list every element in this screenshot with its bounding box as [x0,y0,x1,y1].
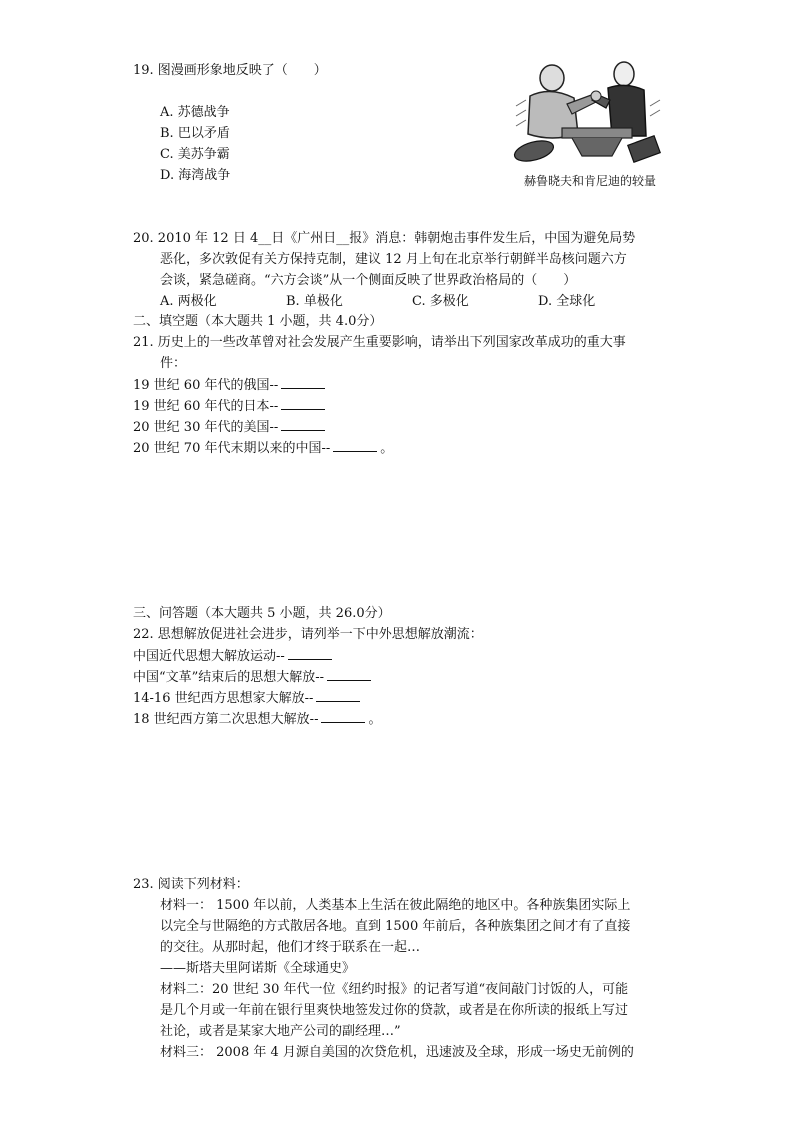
section2-heading: 二、填空题（本大题共 1 小题，共 4.0分） [133,314,383,329]
q21-item-2-label: 19 世纪 60 年代的日本-- [133,399,279,414]
answer-blank [316,689,360,702]
q22-item-3 [133,689,363,708]
q20-line2: 恶化，多次敦促有关方保持克制，建议 12 月上旬在北京举行朝鲜半岛核问题六方 [160,252,627,267]
q21-line1: 21. 历史上的一些改革曾对社会发展产生重要影响，请举出下列国家改革成功的重大事 [133,335,626,350]
q23-material2-line1: 材料二：20 世纪 30 年代一位《纽约时报》的记者写道“夜间敲门讨饭的人，可能 [160,982,629,997]
section3-heading: 三、问答题（本大题共 5 小题，共 26.0分） [133,606,391,621]
q21-line2: 件： [160,356,187,371]
q22-item-4-label: 18 世纪西方第二次思想大解放-- [133,712,319,727]
answer-blank [327,668,371,681]
q20-option-b: B. 单极化 [286,294,343,309]
q21-item-3 [133,418,328,437]
cartoon-caption: 赫鲁晓夫和肯尼迪的较量 [523,174,656,188]
q23-stem: 23. 阅读下列材料： [133,877,249,892]
q22-stem: 22. 思想解放促进社会进步，请列举一下中外思想解放潮流： [133,627,483,642]
q21-item-2 [133,397,328,416]
q22-item-1 [133,647,335,666]
q21-end-mark: 。 [380,441,394,456]
answer-blank [321,710,365,723]
q21-item-1-label: 19 世纪 60 年代的俄国-- [133,378,279,393]
q22-end-mark: 。 [368,712,382,727]
q22-item-3-label: 14-16 世纪西方思想家大解放-- [133,691,314,706]
answer-blank [288,647,332,660]
q23-material2-line2: 是几个月或一年前在银行里爽快地签发过你的贷款，或者是在你所读的报纸上写过 [160,1003,629,1018]
q23-material1-line1: 材料一： 1500 年以前，人类基本上生活在彼此隔绝的地区中。各种族集团实际上 [160,898,631,913]
q20-option-c: C. 多极化 [412,294,469,309]
cartoon-image [512,56,662,166]
q19-stem: 19. 图漫画形象地反映了（ ） [133,63,327,78]
answer-blank [333,439,377,452]
q20-option-a: A. 两极化 [160,294,217,309]
q19-option-c: C. 美苏争霸 [160,147,230,162]
q20-option-d: D. 全球化 [538,294,596,309]
q20-line3: 会谈，紧急磋商。“六方会谈”从一个侧面反映了世界政治格局的（ ） [160,273,577,288]
q19-option-b: B. 巴以矛盾 [160,126,230,141]
q23-material2-line3: 社论，或者是某家大地产公司的副经理…” [160,1024,401,1039]
q22-item-2 [133,668,374,687]
q23-material1-source: ——斯塔夫里阿诺斯《全球通史》 [160,961,356,976]
q23-material3-line1: 材料三： 2008 年 4 月源自美国的次贷危机，迅速波及全球，形成一场史无前例的 [160,1045,634,1060]
answer-blank [281,376,325,389]
q22-item-1-label: 中国近代思想大解放运动-- [133,649,285,664]
q21-item-1 [133,376,328,395]
q23-material1-line3: 的交往。从那时起，他们才终于联系在一起… [160,940,421,955]
q23-material1-line2: 以完全与世隔绝的方式散居各地。直到 1500 年前后，各种族集团之间才有了直接 [160,919,631,934]
q21-item-4-label: 20 世纪 70 年代末期以来的中国-- [133,441,331,456]
answer-blank [281,397,325,410]
q20-options [160,293,664,311]
answer-blank [281,418,325,431]
q21-item-4 [133,439,393,458]
q22-item-4 [133,710,381,729]
q20-line1: 20. 2010 年 12 日 4__日《广州日__报》消息：韩朝炮击事件发生后，中国为避免局势 [133,231,636,246]
q21-item-3-label: 20 世纪 30 年代的美国-- [133,420,279,435]
q19-option-a: A. 苏德战争 [160,105,230,120]
q19-option-d: D. 海湾战争 [160,168,231,183]
q22-item-2-label: 中国“文革”结束后的思想大解放-- [133,670,325,685]
